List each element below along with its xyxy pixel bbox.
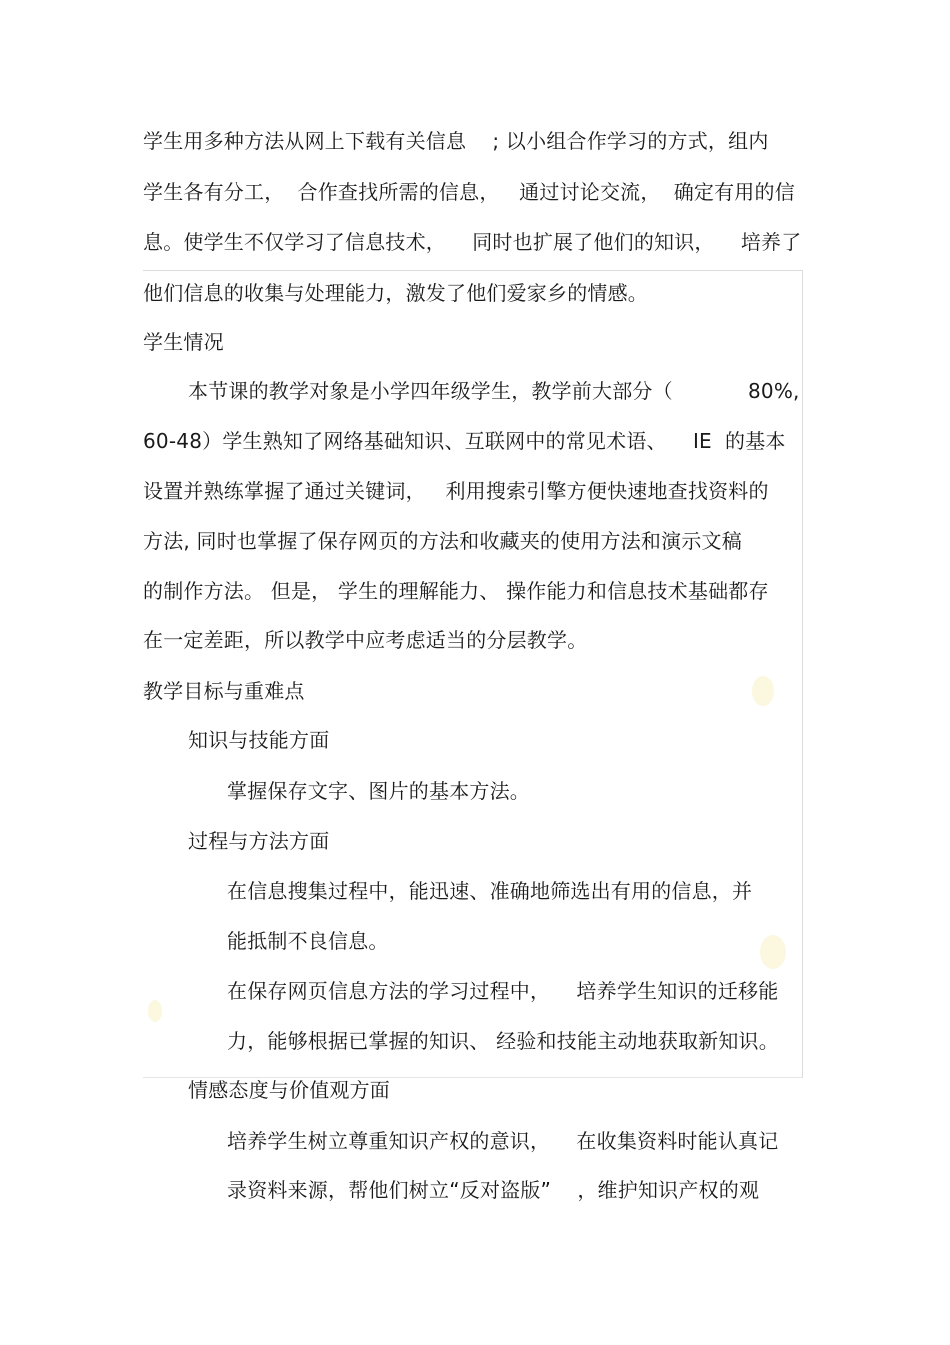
paragraph-line: 息。使学生不仅学习了信息技术， 同时也扩展了他们的知识， 培养了	[143, 230, 802, 254]
paragraph-line: 本节课的教学对象是小学四年级学生，教学前大部分（	[188, 379, 673, 403]
goal-item: 力，能够根据已掌握的知识、 经验和技能主动地获取新知识。	[227, 1029, 779, 1053]
paragraph-line-percent: 80%,	[748, 379, 800, 403]
goal-item: 能抵制不良信息。	[227, 929, 389, 953]
scan-blemish	[148, 1000, 162, 1022]
paragraph-line: 在一定差距，所以教学中应考虑适当的分层教学。	[143, 628, 588, 652]
goal-item: 在保存网页信息方法的学习过程中， 培养学生知识的迁移能	[227, 979, 779, 1003]
scan-blemish	[752, 676, 774, 706]
goal-item: 掌握保存文字、图片的基本方法。	[227, 779, 530, 803]
paragraph-line: 学生用多种方法从网上下载有关信息 ; 以小组合作学习的方式，组内	[143, 129, 769, 153]
paragraph-line: 设置并熟练掌握了通过关键词， 利用搜索引擎方便快速地查找资料的	[143, 479, 769, 503]
subheading-process-method: 过程与方法方面	[188, 829, 330, 853]
goal-item: 培养学生树立尊重知识产权的意识， 在收集资料时能认真记	[227, 1129, 779, 1153]
scan-blemish	[760, 935, 786, 969]
subheading-emotion-values: 情感态度与价值观方面	[188, 1078, 390, 1102]
section-heading-student-situation: 学生情况	[143, 330, 224, 354]
paragraph-line: 方法, 同时也掌握了保存网页的方法和收藏夹的使用方法和演示文稿	[143, 529, 742, 553]
paragraph-line: 60-48）学生熟知了网络基础知识、互联网中的常见术语、 IE 的基本	[143, 429, 786, 453]
paragraph-line: 的制作方法。 但是， 学生的理解能力、 操作能力和信息技术基础都存	[143, 579, 769, 603]
section-heading-goals: 教学目标与重难点	[143, 679, 305, 703]
paragraph-line: 他们信息的收集与处理能力，激发了他们爱家乡的情感。	[143, 281, 648, 305]
paragraph-line: 学生各有分工， 合作查找所需的信息， 通过讨论交流， 确定有用的信	[143, 180, 795, 204]
subheading-knowledge-skills: 知识与技能方面	[188, 728, 330, 752]
goal-item: 录资料来源，帮他们树立“反对盗版” ，维护知识产权的观	[227, 1178, 760, 1202]
goal-item: 在信息搜集过程中，能迅速、准确地筛选出有用的信息，并	[227, 879, 753, 903]
